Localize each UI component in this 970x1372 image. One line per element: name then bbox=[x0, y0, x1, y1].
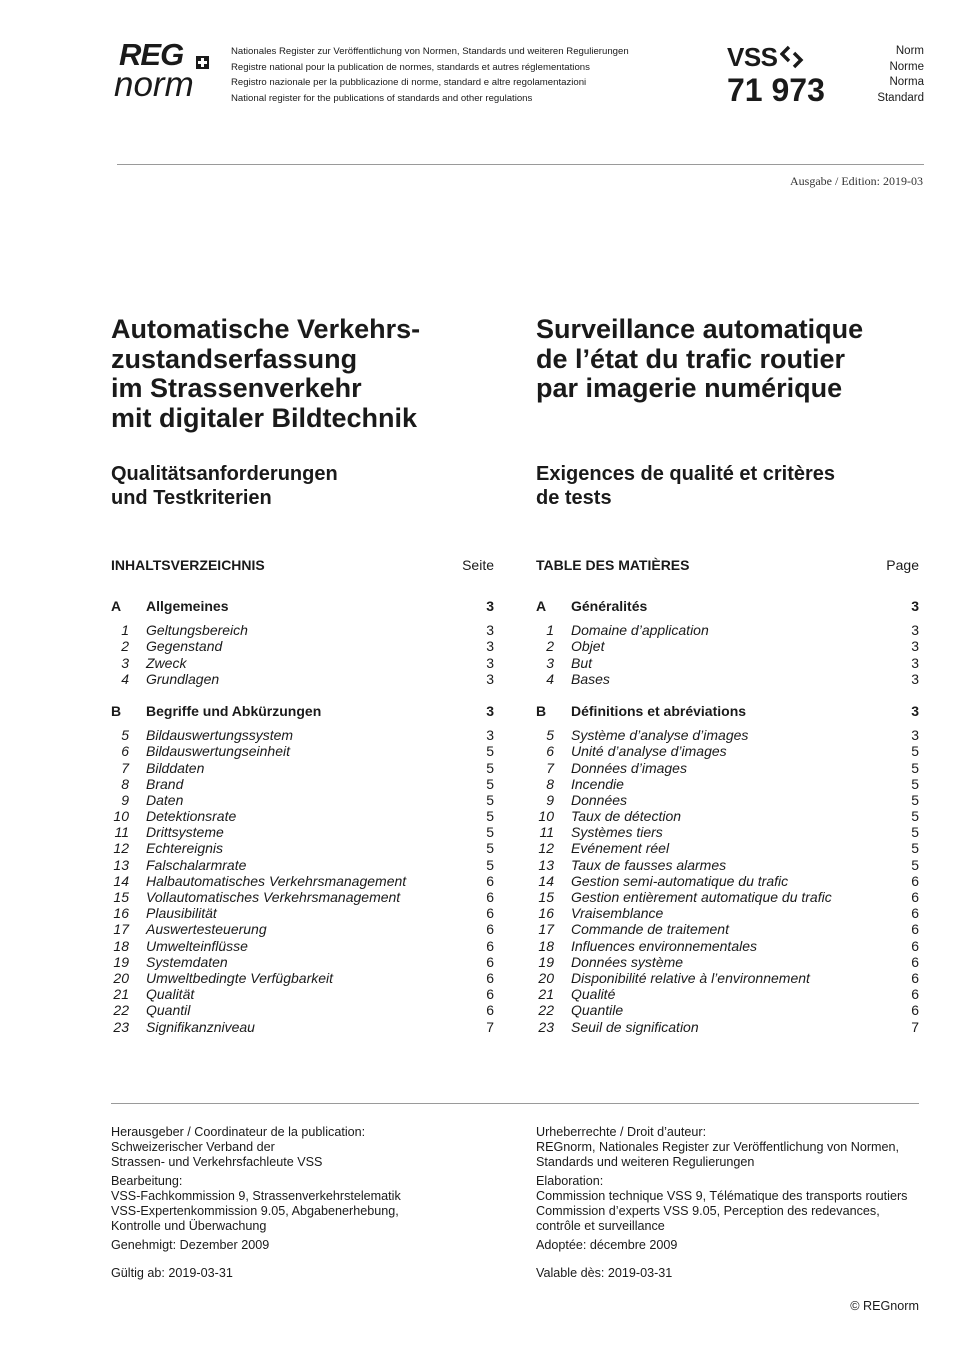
valid-from-date: Gültig ab: 2019-03-31 bbox=[111, 1266, 233, 1280]
entry-title: Umwelteinflüsse bbox=[146, 937, 248, 954]
page-number: 3 bbox=[911, 654, 919, 671]
entry-title: Brand bbox=[146, 775, 184, 792]
page-number: 3 bbox=[911, 727, 919, 744]
page-number: 5 bbox=[911, 759, 919, 776]
register-line: Registre national pour la publication de normes, standards et autres réglementations bbox=[231, 61, 590, 73]
toc-entry-row bbox=[111, 743, 494, 759]
type-label: Norme bbox=[889, 60, 924, 73]
valid-from-date: Valable dès: 2019-03-31 bbox=[536, 1266, 673, 1280]
toc-entry-row bbox=[111, 921, 494, 937]
page-number: 5 bbox=[486, 808, 494, 825]
subtitle-line: Qualitätsanforderungen bbox=[111, 463, 338, 485]
page-number: 5 bbox=[911, 824, 919, 841]
toc-entry-row bbox=[111, 938, 494, 954]
entry-number: 16 bbox=[113, 905, 129, 922]
toc-entry-row bbox=[111, 792, 494, 808]
entry-title: Données système bbox=[571, 953, 684, 970]
page-number: 5 bbox=[911, 791, 919, 808]
vss-logo: VSS bbox=[727, 42, 778, 72]
page-number: 5 bbox=[911, 775, 919, 792]
entry-number: 11 bbox=[114, 824, 129, 841]
page-number: 6 bbox=[486, 953, 494, 970]
entry-title: Geltungsbereich bbox=[146, 622, 248, 639]
editing-line: Commission technique VSS 9, Télématique des transports routiers bbox=[536, 1189, 908, 1203]
entry-title: But bbox=[571, 654, 593, 671]
toc-entry-row bbox=[536, 792, 919, 808]
entry-title: Umweltbedingte Verfügbarkeit bbox=[146, 969, 334, 986]
page-number: 5 bbox=[486, 856, 494, 873]
approval-date: Adoptée: décembre 2009 bbox=[536, 1238, 678, 1252]
page-number: 6 bbox=[486, 969, 494, 986]
entry-title: Halbautomatisches Verkehrsmanagement bbox=[146, 872, 407, 889]
entry-title: Echtereignis bbox=[146, 840, 224, 857]
entry-title: Taux de fausses alarmes bbox=[571, 856, 727, 873]
title-line: par imagerie numérique bbox=[536, 373, 843, 404]
page-number: 3 bbox=[486, 598, 494, 614]
edition-label: Ausgabe / Edition: 2019-03 bbox=[790, 174, 923, 188]
entry-number: 15 bbox=[113, 889, 129, 905]
page-number: 6 bbox=[911, 1002, 919, 1019]
toc-entry-row bbox=[111, 1002, 494, 1018]
entry-number: 8 bbox=[121, 775, 129, 792]
entry-number: 14 bbox=[113, 872, 129, 889]
page-number: 6 bbox=[911, 905, 919, 922]
toc-entry-row bbox=[536, 760, 919, 776]
page-number: 6 bbox=[486, 889, 494, 905]
page-number: 7 bbox=[486, 1018, 494, 1035]
page-number: 3 bbox=[486, 622, 494, 639]
section-title: Définitions et abréviations bbox=[571, 702, 747, 719]
toc-entry-row bbox=[111, 776, 494, 792]
title-de bbox=[111, 315, 511, 434]
page-number: 3 bbox=[486, 638, 494, 655]
page-number: 3 bbox=[911, 670, 919, 687]
entry-number: 3 bbox=[121, 654, 129, 671]
page-number: 6 bbox=[911, 969, 919, 986]
swiss-cross-icon bbox=[196, 56, 209, 69]
entry-title: Qualité bbox=[571, 986, 616, 1003]
regnorm-logo-norm: norm bbox=[114, 65, 194, 104]
type-label: Norm bbox=[895, 45, 924, 57]
type-label: Norma bbox=[889, 76, 924, 88]
toc-section-row bbox=[111, 703, 494, 719]
section-letter: A bbox=[536, 598, 547, 614]
entry-title: Influences environnementales bbox=[571, 937, 758, 954]
publisher-line: Standards und weiteren Regulierungen bbox=[536, 1155, 755, 1169]
entry-number: 11 bbox=[539, 824, 554, 841]
toc-entry-row bbox=[536, 857, 919, 873]
approval-date: Genehmigt: Dezember 2009 bbox=[111, 1238, 270, 1252]
entry-title: Vraisemblance bbox=[571, 905, 664, 922]
toc-entry-row bbox=[536, 638, 919, 654]
entry-number: 20 bbox=[113, 969, 129, 986]
entry-number: 2 bbox=[121, 638, 129, 655]
toc-entry-row bbox=[111, 889, 494, 905]
page-number: 5 bbox=[486, 743, 494, 760]
toc-entry-row bbox=[536, 824, 919, 840]
entry-number: 8 bbox=[546, 775, 554, 792]
entry-title: Plausibilität bbox=[146, 905, 217, 922]
title-line: Surveillance automatique bbox=[536, 314, 864, 344]
copyright-notice: © REGnorm bbox=[850, 1299, 919, 1313]
entry-number: 17 bbox=[538, 921, 554, 938]
title-line: zustandserfassung bbox=[111, 343, 358, 374]
page-number: 6 bbox=[486, 921, 494, 938]
entry-title: Gegenstand bbox=[146, 638, 223, 655]
toc-entry-row bbox=[536, 808, 919, 824]
page-number: 5 bbox=[486, 840, 494, 857]
page-number: 6 bbox=[911, 953, 919, 970]
footer-divider bbox=[111, 1103, 919, 1104]
toc-entry-row bbox=[536, 905, 919, 921]
register-line: National register for the publications of standards and other regulations bbox=[231, 92, 533, 104]
title-fr bbox=[536, 315, 936, 404]
page-number: 6 bbox=[911, 921, 919, 938]
entry-number: 1 bbox=[546, 622, 554, 639]
toc-entry-row bbox=[536, 986, 919, 1002]
toc-page-label: Page bbox=[886, 557, 919, 573]
entry-title: Quantile bbox=[571, 1002, 624, 1019]
entry-number: 21 bbox=[538, 986, 554, 1003]
entry-number: 6 bbox=[546, 743, 554, 760]
page-number: 3 bbox=[911, 622, 919, 639]
editing-line: VSS-Fachkommission 9, Strassenverkehrstelematik bbox=[111, 1189, 401, 1203]
entry-title: Quantil bbox=[146, 1002, 191, 1019]
toc-section-row bbox=[536, 703, 919, 719]
toc-heading-label: TABLE DES MATIÈRES bbox=[536, 557, 690, 573]
toc-entry-row bbox=[536, 1002, 919, 1018]
entry-title: Qualität bbox=[146, 986, 195, 1003]
page-number: 6 bbox=[911, 889, 919, 905]
page-number: 6 bbox=[486, 905, 494, 922]
page-number: 3 bbox=[486, 670, 494, 687]
entry-number: 5 bbox=[546, 727, 554, 744]
entry-number: 4 bbox=[121, 670, 129, 687]
editing-line: Bearbeitung: bbox=[111, 1174, 183, 1188]
publisher-line: Strassen- und Verkehrsfachleute VSS bbox=[111, 1155, 323, 1169]
toc-entry-row bbox=[111, 905, 494, 921]
page-number: 5 bbox=[486, 791, 494, 808]
page-number: 6 bbox=[486, 1002, 494, 1019]
entry-title: Bildauswertungssystem bbox=[146, 727, 294, 744]
entry-title: Auswertesteuerung bbox=[146, 921, 267, 938]
subtitle-de bbox=[111, 463, 511, 510]
entry-title: Drittsysteme bbox=[146, 824, 224, 841]
entry-number: 22 bbox=[538, 1002, 554, 1019]
section-letter: B bbox=[111, 702, 122, 719]
entry-title: Evénement réel bbox=[571, 840, 670, 857]
toc-section-row bbox=[111, 598, 494, 614]
page-number: 5 bbox=[911, 808, 919, 825]
page-number: 5 bbox=[911, 840, 919, 857]
toc-entry-row bbox=[536, 671, 919, 687]
entry-title: Commande de traitement bbox=[571, 921, 729, 938]
page-number: 5 bbox=[486, 759, 494, 776]
entry-title: Données bbox=[571, 791, 628, 808]
page-number: 6 bbox=[911, 872, 919, 889]
entry-title: Domaine d’application bbox=[571, 622, 709, 639]
entry-number: 19 bbox=[538, 953, 554, 970]
page-number: 6 bbox=[911, 986, 919, 1003]
title-line: de l’état du trafic routier bbox=[536, 343, 846, 374]
page-number: 3 bbox=[911, 702, 919, 719]
entry-number: 18 bbox=[538, 937, 554, 954]
page-number: 6 bbox=[486, 872, 494, 889]
entry-title: Objet bbox=[571, 638, 605, 655]
entry-title: Falschalarmrate bbox=[146, 856, 247, 873]
toc-entry-row bbox=[111, 954, 494, 970]
section-title: Allgemeines bbox=[146, 598, 229, 614]
editing-line: contrôle et surveillance bbox=[536, 1219, 665, 1233]
page-number: 7 bbox=[911, 1018, 919, 1035]
toc-entry-row bbox=[536, 921, 919, 937]
vss-arrow-icon bbox=[780, 44, 804, 70]
entry-title: Seuil de signification bbox=[571, 1018, 699, 1035]
type-label: Standard bbox=[877, 91, 924, 104]
publisher-line: Herausgeber / Coordinateur de la publication: bbox=[111, 1125, 366, 1139]
toc-page-label: Seite bbox=[462, 557, 494, 573]
entry-title: Detektionsrate bbox=[146, 808, 237, 825]
toc-entry-row bbox=[536, 776, 919, 792]
entry-title: Grundlagen bbox=[146, 670, 220, 687]
section-letter: A bbox=[111, 598, 122, 614]
entry-number: 2 bbox=[546, 638, 554, 655]
entry-number: 5 bbox=[121, 727, 129, 744]
entry-title: Daten bbox=[146, 791, 184, 808]
toc-entry-row bbox=[111, 824, 494, 840]
entry-title: Système d’analyse d’images bbox=[571, 727, 749, 744]
entry-title: Systemdaten bbox=[146, 953, 228, 970]
toc-fr bbox=[536, 598, 919, 1035]
toc-section-row bbox=[536, 598, 919, 614]
entry-number: 3 bbox=[546, 654, 554, 671]
register-line: Registro nazionale per la pubblicazione di norme, standard e altre regolamentazioni bbox=[231, 77, 587, 88]
entry-number: 1 bbox=[121, 622, 129, 639]
header-divider bbox=[117, 164, 924, 165]
entry-number: 10 bbox=[113, 808, 129, 825]
toc-entry-row bbox=[536, 1019, 919, 1035]
entry-number: 18 bbox=[113, 937, 129, 954]
entry-number: 9 bbox=[546, 791, 554, 808]
toc-entry-row bbox=[536, 938, 919, 954]
page-number: 3 bbox=[911, 638, 919, 655]
title-line: im Strassenverkehr bbox=[111, 373, 362, 404]
subtitle-line: und Testkriterien bbox=[111, 486, 272, 509]
title-line: Automatische Verkehrs- bbox=[111, 314, 421, 344]
entry-title: Unité d’analyse d’images bbox=[571, 743, 727, 760]
entry-number: 15 bbox=[538, 889, 554, 905]
toc-heading-de bbox=[111, 557, 494, 575]
subtitle-fr bbox=[536, 463, 936, 510]
entry-number: 9 bbox=[121, 791, 129, 808]
toc-entry-row bbox=[111, 655, 494, 671]
editing-line: Kontrolle und Überwachung bbox=[111, 1219, 267, 1233]
publisher-line: REGnorm, Nationales Register zur Veröffentlichung von Normen, bbox=[536, 1140, 900, 1154]
document-type-labels bbox=[877, 44, 924, 106]
regnorm-logo-reg: REG bbox=[119, 37, 184, 72]
toc-entry-row bbox=[536, 622, 919, 638]
page-number: 5 bbox=[911, 743, 919, 760]
norm-number: 71 973 bbox=[727, 72, 825, 108]
entry-title: Gestion semi-automatique du trafic bbox=[571, 872, 789, 889]
entry-number: 19 bbox=[113, 953, 129, 970]
toc-entry-row bbox=[111, 622, 494, 638]
subtitle-line: de tests bbox=[536, 486, 612, 509]
toc-entry-row bbox=[536, 727, 919, 743]
toc-entry-row bbox=[111, 970, 494, 986]
entry-title: Données d’images bbox=[571, 759, 687, 776]
entry-title: Zweck bbox=[146, 654, 187, 671]
toc-de bbox=[111, 598, 494, 1035]
entry-number: 10 bbox=[538, 808, 554, 825]
entry-title: Bases bbox=[571, 670, 610, 687]
toc-entry-row bbox=[111, 857, 494, 873]
page-number: 3 bbox=[486, 654, 494, 671]
entry-number: 20 bbox=[538, 969, 554, 986]
register-description bbox=[231, 44, 629, 106]
page-number: 5 bbox=[486, 775, 494, 792]
entry-title: Incendie bbox=[571, 775, 624, 792]
entry-number: 22 bbox=[113, 1002, 129, 1019]
entry-number: 12 bbox=[538, 840, 554, 857]
page-number: 3 bbox=[911, 598, 919, 614]
entry-number: 16 bbox=[538, 905, 554, 922]
toc-entry-row bbox=[536, 840, 919, 856]
entry-number: 23 bbox=[538, 1018, 554, 1035]
toc-entry-row bbox=[536, 873, 919, 889]
entry-title: Gestion entièrement automatique du trafic bbox=[571, 889, 832, 905]
entry-number: 7 bbox=[546, 759, 554, 776]
entry-number: 14 bbox=[538, 872, 554, 889]
editing-line: VSS-Expertenkommission 9.05, Abgabenerhebung, bbox=[111, 1204, 399, 1218]
section-title: Généralités bbox=[571, 598, 648, 614]
entry-number: 17 bbox=[113, 921, 129, 938]
entry-title: Systèmes tiers bbox=[571, 824, 663, 841]
register-line: Nationales Register zur Veröffentlichung von Normen, Standards und weiteren Regulierungen bbox=[231, 46, 629, 57]
entry-number: 21 bbox=[113, 986, 129, 1003]
title-line: mit digitaler Bildtechnik bbox=[111, 403, 418, 434]
page-number: 3 bbox=[486, 727, 494, 744]
page-number: 5 bbox=[911, 856, 919, 873]
page-number: 6 bbox=[486, 986, 494, 1003]
toc-entry-row bbox=[536, 954, 919, 970]
toc-entry-row bbox=[536, 970, 919, 986]
footer-de bbox=[111, 1125, 511, 1281]
page-number: 6 bbox=[486, 937, 494, 954]
publisher-line: Urheberrechte / Droit d’auteur: bbox=[536, 1125, 707, 1139]
toc-entry-row bbox=[536, 743, 919, 759]
toc-entry-row bbox=[111, 671, 494, 687]
page-number: 6 bbox=[911, 937, 919, 954]
publisher-line: Schweizerischer Verband der bbox=[111, 1140, 275, 1154]
entry-number: 7 bbox=[121, 759, 129, 776]
page-number: 3 bbox=[486, 702, 494, 719]
toc-entry-row bbox=[111, 727, 494, 743]
editing-line: Elaboration: bbox=[536, 1174, 604, 1188]
entry-title: Signifikanzniveau bbox=[146, 1018, 255, 1035]
page-number: 5 bbox=[486, 824, 494, 841]
editing-line: Commission d’experts VSS 9.05, Perception des redevances, bbox=[536, 1204, 880, 1218]
entry-title: Taux de détection bbox=[571, 808, 682, 825]
footer-fr bbox=[536, 1125, 936, 1281]
section-letter: B bbox=[536, 702, 547, 719]
entry-number: 13 bbox=[113, 856, 129, 873]
toc-entry-row bbox=[111, 840, 494, 856]
subtitle-line: Exigences de qualité et critères bbox=[536, 463, 836, 485]
toc-entry-row bbox=[111, 808, 494, 824]
toc-entry-row bbox=[111, 986, 494, 1002]
toc-entry-row bbox=[111, 1019, 494, 1035]
toc-heading-label: INHALTSVERZEICHNIS bbox=[111, 557, 265, 573]
entry-title: Vollautomatisches Verkehrsmanagement bbox=[146, 889, 401, 905]
toc-entry-row bbox=[536, 655, 919, 671]
toc-entry-row bbox=[111, 873, 494, 889]
toc-heading-fr bbox=[536, 557, 919, 575]
toc-entry-row bbox=[536, 889, 919, 905]
entry-title: Bildauswertungseinheit bbox=[146, 743, 290, 760]
entry-number: 4 bbox=[546, 670, 554, 687]
toc-entry-row bbox=[111, 638, 494, 654]
entry-number: 13 bbox=[538, 856, 554, 873]
entry-number: 23 bbox=[113, 1018, 129, 1035]
entry-number: 6 bbox=[121, 743, 129, 760]
entry-title: Disponibilité relative à l’environnement bbox=[571, 969, 810, 986]
entry-title: Bilddaten bbox=[146, 759, 205, 776]
entry-number: 12 bbox=[113, 840, 129, 857]
section-title: Begriffe und Abkürzungen bbox=[146, 702, 322, 719]
toc-entry-row bbox=[111, 760, 494, 776]
